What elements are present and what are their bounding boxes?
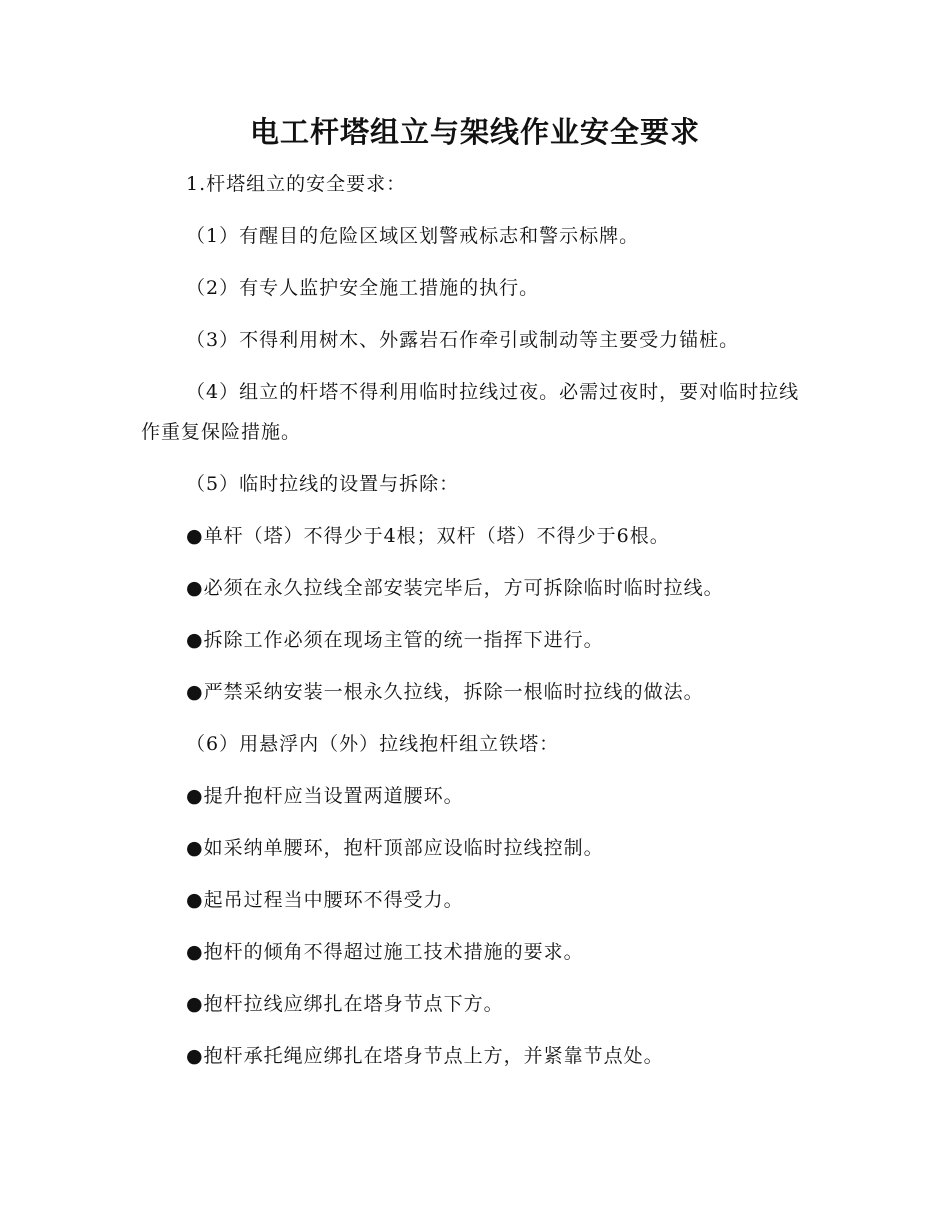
- paragraph: （6）用悬浮内（外）拉线抱杆组立铁塔：: [186, 733, 560, 755]
- bullet-item: ●抱杆拉线应绑扎在塔身节点下方。: [186, 993, 504, 1015]
- bullet-item: ●严禁采纳安装一根永久拉线，拆除一根临时拉线的做法。: [186, 681, 704, 703]
- bullet-item: ●抱杆承托绳应绑扎在塔身节点上方，并紧靠节点处。: [186, 1045, 664, 1067]
- document-body: [141, 164, 801, 1076]
- paragraph: （4）组立的杆塔不得利用临时拉线过夜。必需过夜时，要对临时拉线作重复保险措施。: [141, 381, 800, 443]
- paragraph: （5）临时拉线的设置与拆除：: [186, 473, 460, 495]
- paragraph: （3）不得利用树木、外露岩石作牵引或制动等主要受力锚桩。: [186, 329, 740, 351]
- bullet-item: ●拆除工作必须在现场主管的统一指挥下进行。: [186, 629, 604, 651]
- bullet-item: ●如采纳单腰环，抱杆顶部应设临时拉线控制。: [186, 837, 604, 859]
- paragraph: （1）有醒目的危险区域区划警戒标志和警示标牌。: [186, 225, 640, 247]
- document-title: 电工杆塔组立与架线作业安全要求: [249, 115, 700, 149]
- paragraph: （2）有专人监护安全施工措施的执行。: [186, 277, 540, 299]
- bullet-item: ●单杆（塔）不得少于4根；双杆（塔）不得少于6根。: [186, 525, 670, 547]
- bullet-item: ●起吊过程当中腰环不得受力。: [186, 889, 464, 911]
- section-heading: 1.杆塔组立的安全要求：: [186, 173, 407, 195]
- bullet-item: ●必须在永久拉线全部安装完毕后，方可拆除临时临时拉线。: [186, 577, 724, 599]
- bullet-item: ●抱杆的倾角不得超过施工技术措施的要求。: [186, 941, 584, 963]
- bullet-item: ●提升抱杆应当设置两道腰环。: [186, 785, 464, 807]
